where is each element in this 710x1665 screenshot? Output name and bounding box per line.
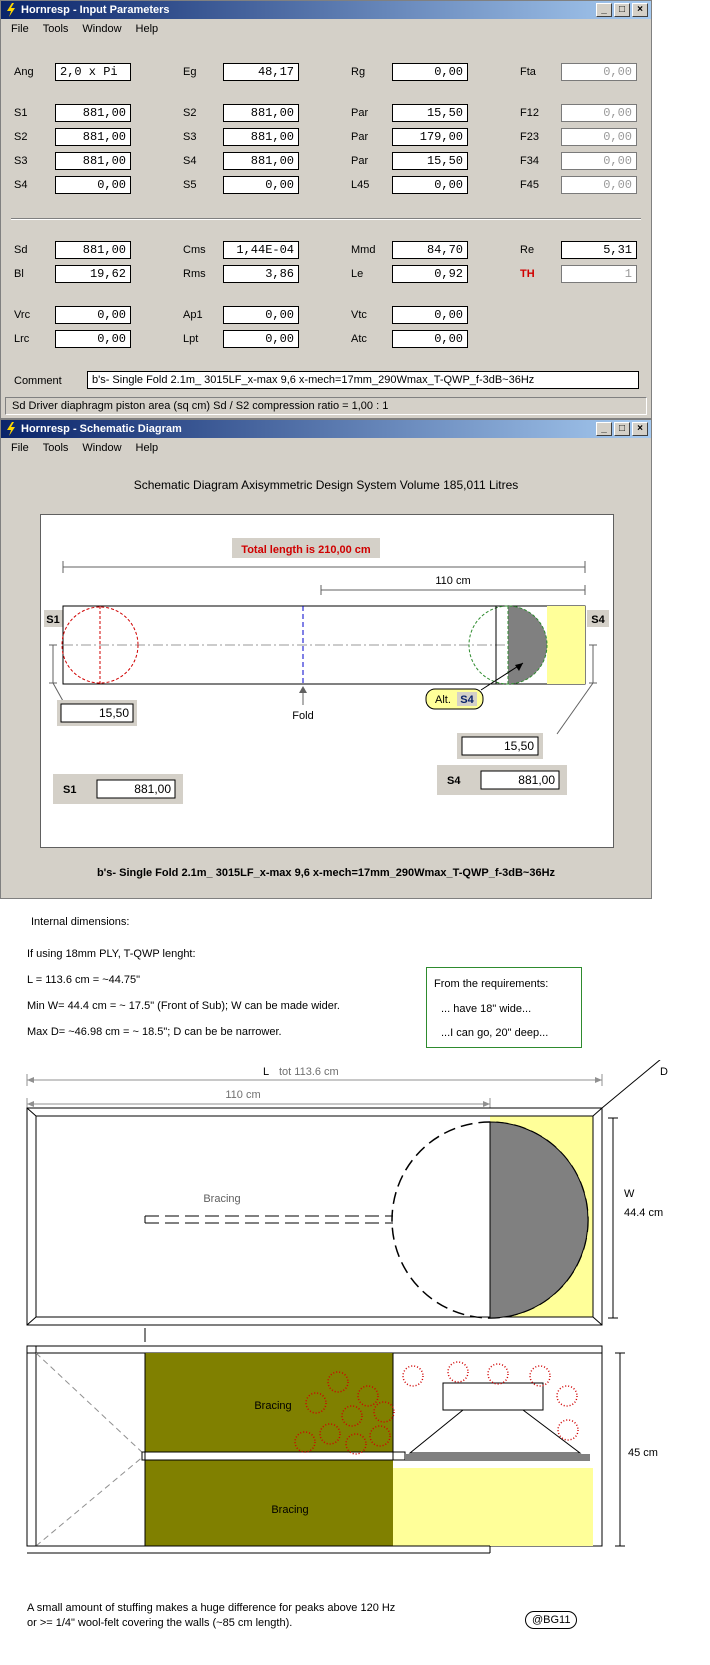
s4-yellow-area bbox=[547, 606, 585, 684]
label-rg: Rg bbox=[351, 66, 366, 78]
label-s5: S5 bbox=[183, 179, 197, 191]
bottom-note-line-1: A small amount of stuffing makes a huge difference for peaks above 120 Hz bbox=[27, 1602, 396, 1614]
right-par-value: 15,50 bbox=[503, 739, 534, 753]
field-ap1[interactable]: 0,00 bbox=[223, 306, 299, 324]
field-s3[interactable]: 881,00 bbox=[223, 128, 299, 146]
bracing-label-top: Bracing bbox=[203, 1193, 241, 1205]
status-bar: Sd Driver diaphragm piston area (sq cm) Sd / S2 compression ratio = 1,00 : 1 bbox=[5, 397, 647, 415]
s4-tag: S4 bbox=[591, 614, 605, 626]
requirements-title: From the requirements: bbox=[434, 978, 549, 990]
field-s4[interactable]: 881,00 bbox=[223, 152, 299, 170]
schematic-panel bbox=[40, 514, 614, 848]
label-s1: S1 bbox=[14, 107, 28, 119]
field-s5[interactable]: 0,00 bbox=[223, 176, 299, 194]
alt-s4-label: S4 bbox=[460, 694, 474, 706]
input-window-title: Hornresp - Input Parameters bbox=[21, 4, 170, 16]
field-f23[interactable]: 0,00 bbox=[561, 128, 637, 146]
label-mmd: Mmd bbox=[351, 244, 376, 256]
label-s3: S3 bbox=[183, 131, 197, 143]
label-fta: Fta bbox=[520, 66, 536, 78]
driver-magnet bbox=[443, 1383, 543, 1410]
field-fta[interactable]: 0,00 bbox=[561, 63, 637, 81]
side-yellow-area bbox=[393, 1468, 593, 1546]
requirements-line-2: ...I can go, 20" deep... bbox=[441, 1027, 549, 1039]
label-s2: S2 bbox=[183, 107, 197, 119]
tot-label: tot 113.6 cm bbox=[279, 1066, 339, 1078]
field-sd[interactable]: 881,00 bbox=[55, 241, 131, 259]
bracing-panel bbox=[145, 1353, 393, 1546]
label-atc: Atc bbox=[351, 333, 367, 345]
d-dimension-line bbox=[602, 1060, 708, 1108]
label-f45: F45 bbox=[520, 179, 539, 191]
internal-dimensions-heading: Internal dimensions: bbox=[31, 916, 130, 928]
separator bbox=[11, 218, 641, 220]
field-cms[interactable]: 1,44E-04 bbox=[223, 241, 299, 259]
schematic-footer: b's- Single Fold 2.1m_ 3015LF_x-max 9,6 x-mech=17mm_290Wmax_T-QWP_f-3dB~36Hz bbox=[96, 867, 556, 879]
d110-label: 110 cm bbox=[225, 1089, 261, 1101]
field-le[interactable]: 0,92 bbox=[392, 265, 468, 283]
maximize-button[interactable]: □ bbox=[614, 422, 630, 436]
d-label: D bbox=[660, 1066, 668, 1078]
field-eg[interactable]: 48,17 bbox=[223, 63, 299, 81]
dim-110-label: 110 cm bbox=[435, 575, 471, 587]
label-s2b: S2 bbox=[14, 131, 28, 143]
menu-help[interactable]: Help bbox=[135, 23, 159, 35]
hornresp-bolt-icon bbox=[5, 422, 17, 436]
field-rg[interactable]: 0,00 bbox=[392, 63, 468, 81]
field-par2[interactable]: 179,00 bbox=[392, 128, 468, 146]
close-button[interactable]: × bbox=[632, 422, 648, 436]
field-s2b[interactable]: 881,00 bbox=[55, 128, 131, 146]
bottom-note-line-2: or >= 1/4" wool-felt covering the walls (~85 cm length). bbox=[27, 1617, 293, 1629]
label-vrc: Vrc bbox=[14, 309, 31, 321]
label-par3: Par bbox=[351, 155, 369, 167]
label-s3b: S3 bbox=[14, 155, 28, 167]
menu-window[interactable]: Window bbox=[82, 23, 122, 35]
w-label: W bbox=[624, 1188, 635, 1200]
label-par1: Par bbox=[351, 107, 369, 119]
input-window-titlebar[interactable] bbox=[1, 1, 651, 19]
field-re[interactable]: 5,31 bbox=[561, 241, 637, 259]
field-vtc[interactable]: 0,00 bbox=[392, 306, 468, 324]
s4-box-value: 881,00 bbox=[518, 773, 555, 787]
menu-tools[interactable]: Tools bbox=[42, 23, 69, 35]
s1-box-value: 881,00 bbox=[134, 782, 171, 796]
field-rms[interactable]: 3,86 bbox=[223, 265, 299, 283]
l-label: L bbox=[263, 1066, 270, 1078]
hornresp-bolt-icon bbox=[5, 3, 17, 17]
maximize-button[interactable]: □ bbox=[614, 3, 630, 17]
label-rms: Rms bbox=[183, 268, 206, 280]
field-vrc[interactable]: 0,00 bbox=[55, 306, 131, 324]
label-comment: Comment bbox=[14, 375, 62, 387]
comment-field[interactable]: b's- Single Fold 2.1m_ 3015LF_x-max 9,6 x-mech=17mm_290Wmax_T-QWP_f-3dB~36Hz bbox=[87, 371, 639, 389]
notes-line-3: Min W= 44.4 cm = ~ 17.5" (Front of Sub); W can be made wider. bbox=[27, 1000, 340, 1012]
label-ang: Ang bbox=[14, 66, 34, 78]
schematic-menubar bbox=[1, 439, 651, 457]
schematic-window-titlebar[interactable] bbox=[1, 420, 651, 438]
total-length-label: Total length is 210,00 cm bbox=[241, 544, 371, 556]
label-vtc: Vtc bbox=[351, 309, 367, 321]
label-par2: Par bbox=[351, 131, 369, 143]
label-s4b: S4 bbox=[14, 179, 28, 191]
field-f45[interactable]: 0,00 bbox=[561, 176, 637, 194]
notes-line-2: L = 113.6 cm = ~44.75" bbox=[27, 974, 141, 986]
label-lpt: Lpt bbox=[183, 333, 199, 345]
s1-box-label: S1 bbox=[63, 784, 77, 796]
label-ap1: Ap1 bbox=[183, 309, 203, 321]
w-value: 44.4 cm bbox=[624, 1207, 664, 1219]
field-s1[interactable]: 881,00 bbox=[55, 104, 131, 122]
label-le: Le bbox=[351, 268, 364, 280]
notes-line-1: If using 18mm PLY, T-QWP lenght: bbox=[27, 948, 196, 960]
minimize-button[interactable]: _ bbox=[596, 422, 612, 436]
notes-line-4: Max D= ~46.98 cm = ~ 18.5"; D can be be narrower. bbox=[27, 1026, 282, 1038]
schematic-drawing bbox=[41, 515, 615, 849]
s1-tag: S1 bbox=[46, 614, 60, 626]
schematic-heading: Schematic Diagram Axisymmetric Design System Volume 185,011 Litres bbox=[133, 478, 519, 492]
field-s4b[interactable]: 0,00 bbox=[55, 176, 131, 194]
bracing-label-mid: Bracing bbox=[254, 1400, 292, 1412]
driver-baffle bbox=[405, 1454, 590, 1461]
fold-label: Fold bbox=[292, 710, 314, 722]
field-atc[interactable]: 0,00 bbox=[392, 330, 468, 348]
label-re: Re bbox=[520, 244, 535, 256]
field-lpt[interactable]: 0,00 bbox=[223, 330, 299, 348]
field-par3[interactable]: 15,50 bbox=[392, 152, 468, 170]
fold-shelf bbox=[142, 1452, 405, 1460]
label-f34: F34 bbox=[520, 155, 539, 167]
label-l45: L45 bbox=[351, 179, 370, 191]
menu-file[interactable]: File bbox=[11, 442, 29, 454]
requirements-line-1: ... have 18" wide... bbox=[441, 1003, 532, 1015]
input-menubar bbox=[1, 20, 651, 38]
field-s3b[interactable]: 881,00 bbox=[55, 152, 131, 170]
label-s4: S4 bbox=[183, 155, 197, 167]
field-th[interactable]: 1 bbox=[561, 265, 637, 283]
bracing-label-bottom: Bracing bbox=[271, 1504, 309, 1516]
field-l45[interactable]: 0,00 bbox=[392, 176, 468, 194]
signature: @BG11 bbox=[525, 1611, 577, 1629]
field-f34[interactable]: 0,00 bbox=[561, 152, 637, 170]
label-f12: F12 bbox=[520, 107, 539, 119]
requirements-box bbox=[426, 967, 582, 1048]
field-f12[interactable]: 0,00 bbox=[561, 104, 637, 122]
field-bl[interactable]: 19,62 bbox=[55, 265, 131, 283]
schematic-window-title: Hornresp - Schematic Diagram bbox=[21, 423, 182, 435]
menu-help[interactable]: Help bbox=[135, 442, 159, 454]
menu-window[interactable]: Window bbox=[82, 442, 122, 454]
label-sd: Sd bbox=[14, 244, 28, 256]
minimize-button[interactable]: _ bbox=[596, 3, 612, 17]
left-par-value: 15,50 bbox=[98, 706, 129, 720]
field-s2[interactable]: 881,00 bbox=[223, 104, 299, 122]
close-button[interactable]: × bbox=[632, 3, 648, 17]
label-f23: F23 bbox=[520, 131, 539, 143]
field-ang[interactable]: 2,0 x Pi bbox=[55, 63, 131, 81]
label-eg: Eg bbox=[183, 66, 197, 78]
label-bl: Bl bbox=[14, 268, 24, 280]
label-cms: Cms bbox=[183, 244, 206, 256]
s4-box-label: S4 bbox=[447, 775, 461, 787]
menu-file[interactable]: File bbox=[11, 23, 29, 35]
alt-label: Alt. bbox=[435, 694, 451, 706]
enclosure-drawing bbox=[0, 1060, 710, 1660]
field-par1[interactable]: 15,50 bbox=[392, 104, 468, 122]
label-th: TH bbox=[520, 268, 535, 280]
schematic-window bbox=[0, 419, 652, 899]
field-lrc[interactable]: 0,00 bbox=[55, 330, 131, 348]
menu-tools[interactable]: Tools bbox=[42, 442, 69, 454]
h45-label: 45 cm bbox=[628, 1447, 658, 1459]
input-parameters-window bbox=[0, 0, 652, 419]
label-lrc: Lrc bbox=[14, 333, 30, 345]
field-mmd[interactable]: 84,70 bbox=[392, 241, 468, 259]
